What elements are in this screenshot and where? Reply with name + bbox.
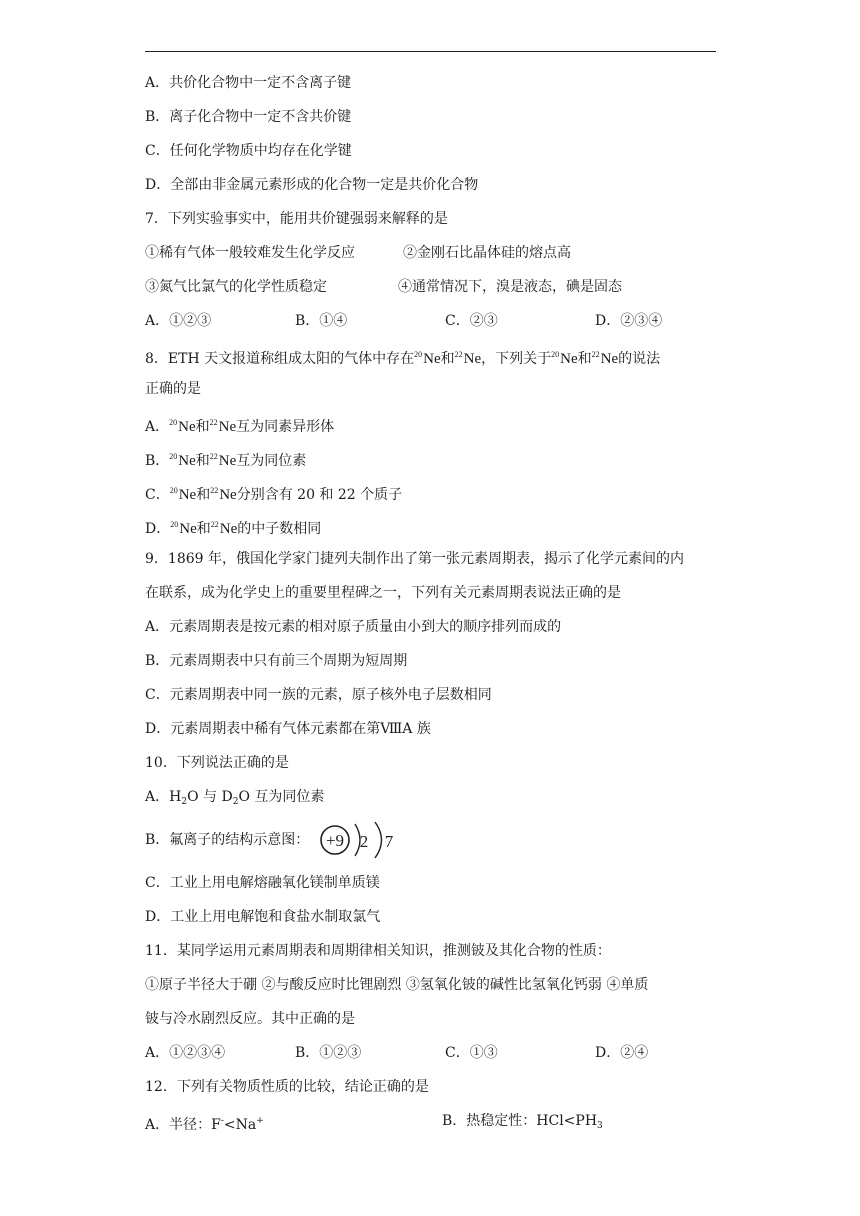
q11-options (145, 1036, 725, 1070)
nuclide-ne20: $^{20}$Ne (551, 350, 578, 367)
q7-facts-row1 (145, 236, 725, 270)
q8-stem-part1: 8．ETH 天文报道称组成太阳的气体中存在 (145, 351, 415, 367)
exam-page (145, 66, 725, 1138)
q10-option-c: C．工业上用电解熔融氧化镁制单质镁 (145, 875, 380, 891)
q8-option-d: D．$^{20}$Ne和$^{22}$Ne的中子数相同 (145, 520, 322, 537)
shell-1-electrons: 2 (359, 832, 368, 851)
nuclide-ne22: $^{22}$Ne (454, 350, 482, 367)
q9-option-b: B．元素周期表中只有前三个周期为短周期 (145, 653, 408, 669)
q8-option-b: B．$^{20}$Ne和$^{22}$Ne互为同位素 (145, 452, 307, 469)
q10-option-b: B．氟离子的结构示意图： +9 2 7 (145, 814, 725, 866)
q7-stem: 7．下列实验事实中，能用共价键强弱来解释的是 (145, 211, 448, 227)
q11-option-c: C．①③ (445, 1045, 498, 1061)
q12-stem: 12．下列有关物质性质的比较，结论正确的是 (145, 1079, 429, 1095)
q7-option-a: A．①②③ (145, 313, 212, 329)
q7-option-c: C．②③ (445, 313, 498, 329)
q6-option-b: B．离子化合物中一定不含共价键 (145, 109, 352, 125)
nuclide-ne20: $^{20}$Ne (414, 350, 441, 367)
nuclide-ne22: $^{22}$Ne (591, 350, 619, 367)
q8-option-c: C．$^{20}$Ne和$^{22}$Ne分别含有 20 和 22 个质子 (145, 486, 403, 503)
q10-option-d: D．工业上用电解饱和食盐水制取氯气 (145, 909, 381, 925)
q7-option-d: D．②③④ (595, 313, 663, 329)
q9-stem-line2: 在联系，成为化学史上的重要里程碑之一，下列有关元素周期表说法正确的是 (145, 585, 621, 601)
shell-2-electrons: 7 (384, 832, 393, 851)
q7-option-b: B．①④ (295, 313, 348, 329)
q9-option-d: D．元素周期表中稀有气体元素都在第ⅧA 族 (145, 721, 431, 737)
q8-stem: 8．ETH 天文报道称组成太阳的气体中存在$^{20}$Ne和$^{22}$Ne，下列关于$^{20}$Ne和$^{22}$Ne的说法 (145, 350, 661, 367)
q11-statements: ①原子半径大于硼 ②与酸反应时比锂剧烈 ③氢氧化铍的碱性比氢氧化钙弱 ④单质 (145, 977, 649, 993)
q6-option-c: C．任何化学物质中均存在化学键 (145, 143, 352, 159)
q6-option-a: A．共价化合物中一定不含离子键 (145, 75, 352, 91)
q10-stem: 10．下列说法正确的是 (145, 755, 289, 771)
q12-options (145, 1104, 725, 1138)
fluoride-ion-structure-diagram (318, 820, 400, 860)
q11-option-b: B．①②③ (295, 1045, 362, 1061)
q8-option-a: A．$^{20}$Ne和$^{22}$Ne互为同素异形体 (145, 418, 335, 435)
q9-option-a: A．元素周期表是按元素的相对原子质量由小到大的顺序排列而成的 (145, 619, 562, 635)
q8-stem-part2: ，下列关于 (481, 351, 552, 367)
q9-option-c: C．元素周期表中同一族的元素，原子核外电子层数相同 (145, 687, 492, 703)
q12-option-a: A．半径：F-<Na+ (145, 1116, 264, 1133)
q12-option-b: B．热稳定性：$HCl<PH_3$ (442, 1113, 603, 1131)
q7-options (145, 304, 725, 338)
q11-option-d: D．②④ (595, 1045, 649, 1061)
q7-fact-2: ②金刚石比晶体硅的熔点高 (403, 245, 571, 261)
q7-facts-row2 (145, 270, 725, 304)
q7-fact-1: ①稀有气体一般较难发生化学反应 (145, 245, 355, 261)
q7-fact-3: ③氮气比氯气的化学性质稳定 (145, 279, 327, 295)
q9-stem-line1: 9．1869 年，俄国化学家门捷列夫制作出了第一张元素周期表，揭示了化学元素间的内 (145, 551, 684, 567)
q7-fact-4: ④通常情况下，溴是液态，碘是固态 (398, 279, 622, 295)
q8-stem-part3: 的说法 (618, 351, 661, 367)
shell-arc-2 (375, 822, 382, 858)
q11-statements-cont: 铍与冷水剧烈反应。其中正确的是 (145, 1011, 355, 1027)
q8-stem-line2: 正确的是 (145, 381, 201, 397)
q10-option-a: A．$H_2O$ 与 $D_2O$ 互为同位素 (145, 789, 325, 807)
q11-option-a: A．①②③④ (145, 1045, 226, 1061)
nucleus-charge: +9 (325, 831, 344, 850)
q6-option-d: D．全部由非金属元素形成的化合物一定是共价化合物 (145, 177, 479, 193)
q11-stem: 11．某同学运用元素周期表和周期律相关知识，推测铍及其化合物的性质： (145, 943, 611, 959)
header-rule (145, 51, 716, 52)
